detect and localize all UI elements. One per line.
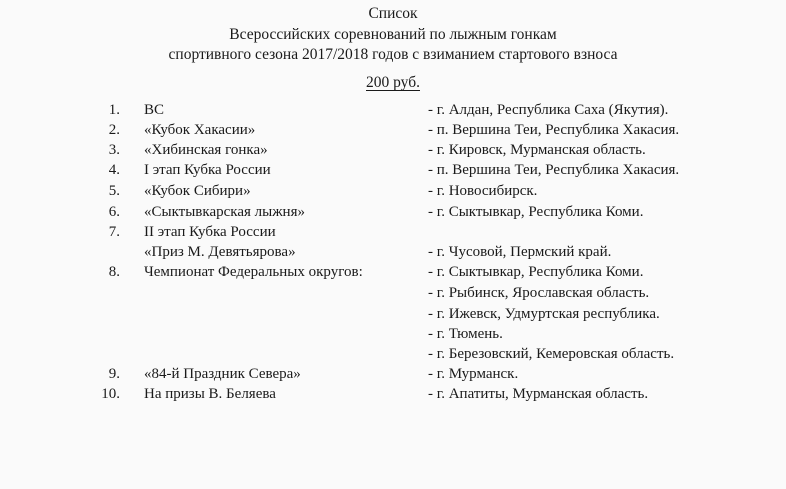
competition-location: - г. Ижевск, Удмуртская республика.: [428, 306, 660, 322]
competition-name: «Хибинская гонка»: [144, 142, 268, 158]
list-item: [0, 324, 786, 344]
competition-location: - п. Вершина Теи, Республика Хакасия.: [428, 122, 680, 138]
competition-location: - г. Рыбинск, Ярославская область.: [428, 285, 650, 301]
item-number: 5.: [108, 183, 120, 199]
list-item: [0, 304, 786, 324]
item-number: 1.: [108, 102, 120, 118]
list-item: [0, 344, 786, 364]
entry-fee-value: 200 руб.: [366, 74, 420, 91]
competition-name: II этап Кубка России: [144, 224, 276, 240]
list-item: [0, 364, 786, 384]
list-item: [0, 242, 786, 262]
list-item: [0, 181, 786, 201]
competition-name: «Кубок Сибири»: [144, 183, 251, 199]
list-item: [0, 222, 786, 242]
list-item: [0, 120, 786, 140]
list-item: [0, 140, 786, 160]
item-number: 2.: [108, 122, 120, 138]
competition-name: «Приз М. Девятьярова»: [144, 244, 296, 260]
competition-location: - п. Вершина Теи, Республика Хакасия.: [428, 162, 680, 178]
item-number: 6.: [108, 204, 120, 220]
item-number: 9.: [108, 366, 120, 382]
competition-name: «84-й Праздник Севера»: [144, 366, 301, 382]
entry-fee: [0, 73, 786, 93]
competition-location: - г. Березовский, Кемеровская область.: [428, 346, 675, 362]
item-number: 7.: [108, 224, 120, 240]
competition-location: - г. Тюмень.: [428, 326, 503, 342]
competition-name: На призы В. Беляева: [144, 386, 276, 402]
item-number: 10.: [101, 386, 120, 402]
competition-name: «Кубок Хакасии»: [144, 122, 256, 138]
competition-location: - г. Мурманск.: [428, 366, 519, 382]
competition-name: «Сыктывкарская лыжня»: [144, 204, 305, 220]
doc-subtitle-1: Всероссийских соревнований по лыжным гонкам: [229, 26, 557, 43]
item-number: 3.: [108, 142, 120, 158]
list-item: [0, 262, 786, 282]
competition-location: - г. Кировск, Мурманская область.: [428, 142, 646, 158]
competition-name: ВС: [144, 102, 165, 118]
doc-subtitle-2: спортивного сезона 2017/2018 годов с взиманием стартового взноса: [168, 46, 618, 63]
competition-location: - г. Новосибирск.: [428, 183, 538, 199]
item-number: 8.: [108, 264, 120, 280]
competition-location: - г. Сыктывкар, Республика Коми.: [428, 264, 644, 280]
competition-name: I этап Кубка России: [144, 162, 271, 178]
competition-name: Чемпионат Федеральных округов:: [144, 264, 363, 280]
competition-location: - г. Чусовой, Пермский край.: [428, 244, 612, 260]
doc-title: Список: [368, 5, 418, 22]
list-item: [0, 283, 786, 303]
list-item: [0, 160, 786, 180]
list-item: [0, 100, 786, 120]
item-number: 4.: [108, 162, 120, 178]
competition-location: - г. Алдан, Республика Саха (Якутия).: [428, 102, 669, 118]
list-item: [0, 384, 786, 404]
competition-location: - г. Сыктывкар, Республика Коми.: [428, 204, 644, 220]
list-item: [0, 202, 786, 222]
competition-location: - г. Апатиты, Мурманская область.: [428, 386, 649, 402]
